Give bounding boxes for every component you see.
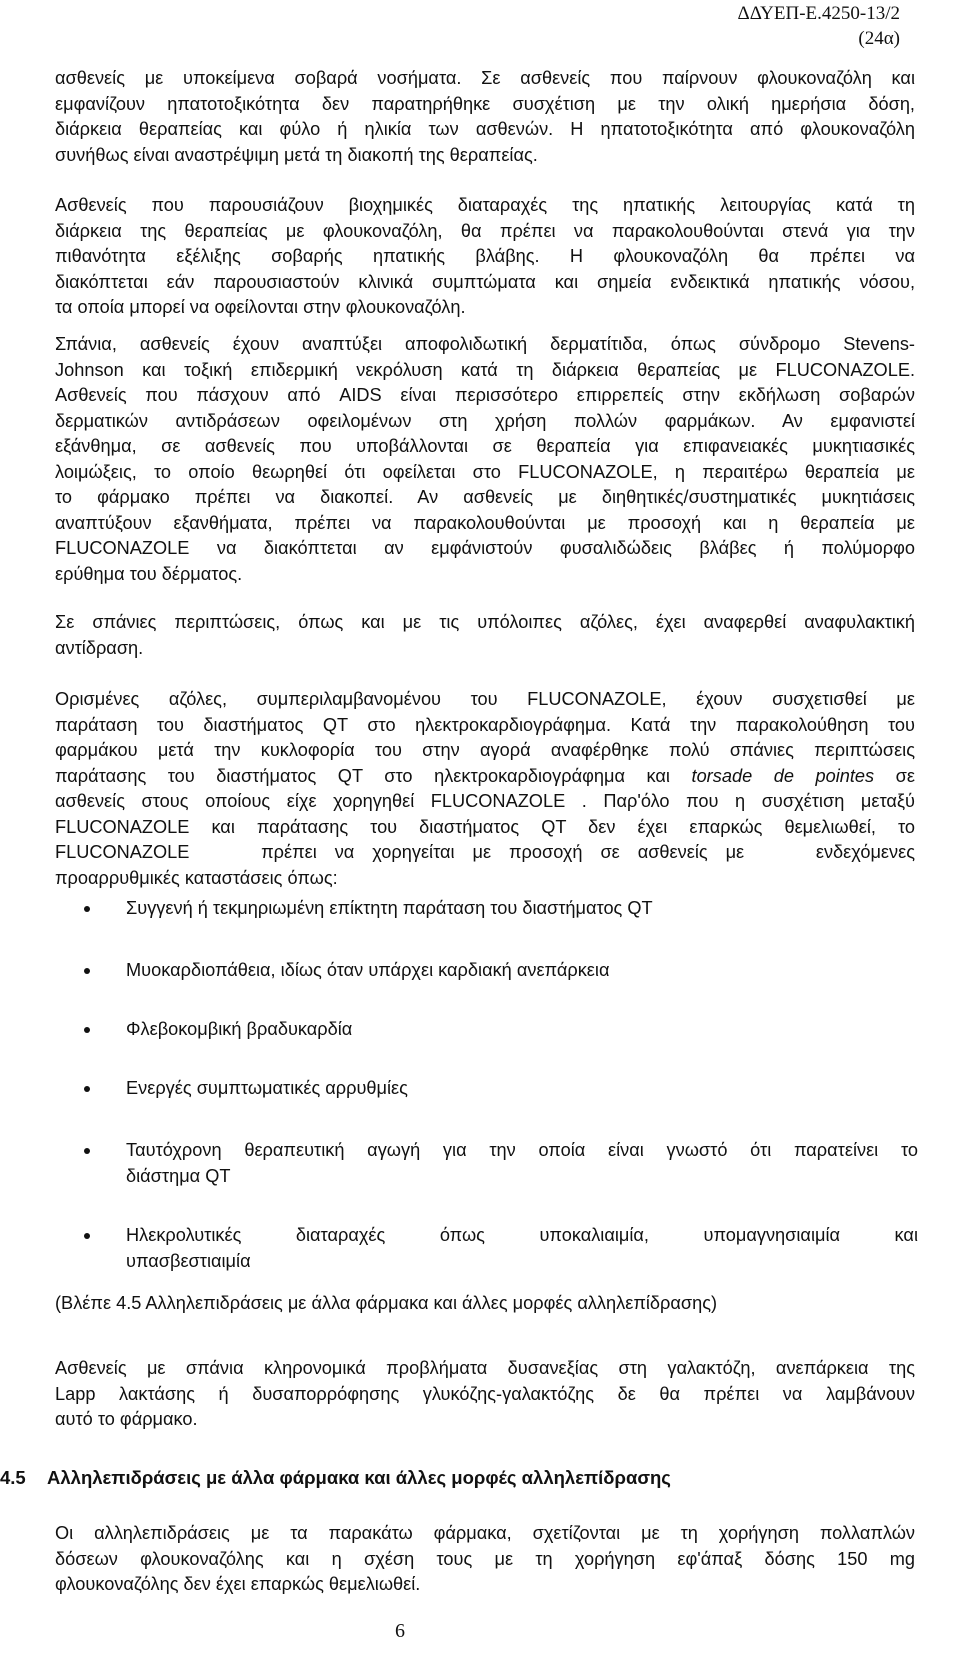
text-line: Lapp λακτάσης ή δυσαπορρόφησης γλυκόζης-γαλακτόζης δε θα πρέπει να λαμβάνουν: [55, 1383, 915, 1404]
text-line: εξάνθημα, σε ασθενείς που υποβάλλονται σε θεραπεία για επιφανειακές μυκητιασικές: [55, 436, 915, 456]
text-line: το φάρμακο πρέπει να διακοπεί. Αν ασθενείς με διηθητικές/συστηματικές μυκητιάσεις: [55, 487, 915, 507]
text-line: Ασθενείς που παρουσιάζουν βιοχημικές διαταραχές της ηπατικής λειτουργίας κατά τη: [55, 195, 915, 215]
text-line: FLUCONAZOLE και παράτασης του διαστήματος QT δεν έχει επαρκώς θεμελιωθεί, το: [55, 816, 915, 837]
text-line: διάρκεια θεραπείας και φύλο ή ηλικία των ασθενών. Η ηπατοτοξικότητα από φλουκοναζόλη: [55, 119, 915, 139]
text-line: πιθανότητα εξέλιξης σοβαρής ηπατικής βλάβης. Η φλουκοναζόλη θα πρέπει να: [55, 246, 915, 266]
text-line: ασθενείς με υποκείμενα σοβαρά νοσήματα. Σε ασθενείς που παίρνουν φλουκοναζόλη και: [55, 68, 915, 88]
text-line: [55, 764, 915, 790]
paragraph-interactions-intro: [55, 1521, 915, 1598]
paragraph-qt-prolongation: [55, 687, 915, 891]
paragraph-skin-reactions: [55, 332, 915, 587]
text-line: αυτό το φάρμακο.: [55, 1409, 198, 1429]
text-line: εμφανίζουν ηπατοτοξικότητα δεν παρατηρήθηκε συσχέτιση με την ολική ημερήσια δόση,: [55, 93, 915, 114]
document-code: ΔΔΥΕΠ-Ε.4250-13/2: [737, 3, 900, 24]
text-line: Ορισμένες αζόλες, συμπεριλαμβανομένου του FLUCONAZOLE, έχουν συσχετισθεί με: [55, 689, 915, 709]
text-line: διακόπτεται εάν παρουσιαστούν κλινικά συμπτώματα και σημεία ενδεικτικά ηπατικής νόσου,: [55, 271, 915, 292]
text-line: FLUCONAZOLE να διακόπτεται αν εμφάνιστούν φυσαλιδώδεις βλάβες ή πολύμορφο: [55, 538, 915, 558]
italic-term: torsade de pointes: [691, 765, 875, 786]
paragraph-anaphylaxis: [55, 610, 915, 661]
page-number: 6: [395, 1620, 405, 1642]
text-line: Ασθενείς με σπάνια κληρονομικά προβλήματα δυσανεξίας στη γαλακτόζη, ανεπάρκεια της: [55, 1358, 915, 1378]
text-line: Σπάνια, ασθενείς έχουν αναπτύξει αποφολιδωτική δερματίτιδα, όπως σύνδρομο Stevens-: [55, 334, 915, 354]
text-line: ερύθημα του δέρματος.: [55, 563, 243, 584]
text-line: αντίδραση.: [55, 637, 144, 658]
text-line: Ασθενείς που πάσχουν από AIDS είναι περισσότερο επιρρεπείς στην εκδήλωση σοβαρών: [55, 385, 915, 405]
section-title: Αλληλεπιδράσεις με άλλα φάρμακα και άλλες μορφές αλληλεπίδρασης: [47, 1467, 671, 1488]
text-run: παράτασης του διαστήματος QT στο ηλεκτροκαρδιογράφημα και: [55, 765, 670, 786]
text-line: φλουκοναζόλης δεν έχει επαρκώς θεμελιωθεί.: [55, 1574, 421, 1594]
text-run: σε: [874, 765, 916, 786]
text-line: συνήθως είναι αναστρέψιμη μετά τη διακοπή της θεραπείας.: [55, 144, 538, 165]
text-line: FLUCONAZOLE πρέπει να χορηγείται με προσοχή σε ασθενείς με ενδεχόμενες: [55, 842, 915, 862]
text-line: φαρμάκου μετά την κυκλοφορία του στην αγορά αναφέρθηκε πολύ σπάνιες περιπτώσεις: [55, 740, 915, 760]
text-line: Johnson και τοξική επιδερμική νεκρόλυση κατά τη διάρκεια θεραπείας με FLUCONAZOLE.: [55, 359, 915, 380]
document-code-suffix: (24α): [858, 28, 900, 49]
text-line: δόσεων φλουκοναζόλης και η σχέση τους με τη χορήγηση εφ'άπαξ δόσης 150 mg: [55, 1548, 915, 1569]
text-line: δερματικών αντιδράσεων οφειλομένων στη χρήση πολλών φαρμάκων. Αν εμφανιστεί: [55, 410, 915, 431]
text-line: λοιμώξεις, το οποίο θεωρηθεί ότι οφείλεται στο FLUCONAZOLE, η περαιτέρω θεραπεία με: [55, 461, 915, 482]
see-also-reference: (Βλέπε 4.5 Αλληλεπιδράσεις με άλλα φάρμακα και άλλες μορφές αλληλεπίδρασης): [55, 1293, 718, 1313]
paragraph-hepatotoxicity: [55, 66, 915, 168]
text-line: Οι αλληλεπιδράσεις με τα παρακάτω φάρμακα, σχετίζονται με τη χορήγηση πολλαπλών: [55, 1523, 915, 1543]
text-line: προαρρυθμικές καταστάσεις όπως:: [55, 867, 338, 888]
section-number: 4.5: [0, 1467, 26, 1488]
text-line: Σε σπάνιες περιπτώσεις, όπως και με τις υπόλοιπες αζόλες, έχει αναφερθεί αναφυλακτική: [55, 612, 915, 632]
section-heading: [0, 1467, 900, 1493]
text-line: διάρκεια της θεραπείας με φλουκοναζόλη, θα πρέπει να παρακολουθούνται στενά για την: [55, 220, 915, 241]
text-line: ασθενείς στους οποίους είχε χορηγηθεί FLUCONAZOLE . Παρ'όλο που η συσχέτιση μεταξύ: [55, 791, 915, 811]
text-line: παράταση του διαστήματος QT στο ηλεκτροκαρδιογράφημα. Κατά την παρακολούθηση του: [55, 714, 915, 735]
paragraph-liver-monitoring: [55, 193, 915, 321]
text-line: τα οποία μπορεί να οφείλονται στην φλουκοναζόλη.: [55, 297, 466, 317]
text-line: αναπτύξουν εξανθήματα, πρέπει να παρακολουθούνται με προσοχή και η θεραπεία με: [55, 512, 915, 533]
paragraph-galactose-intolerance: [55, 1356, 915, 1433]
